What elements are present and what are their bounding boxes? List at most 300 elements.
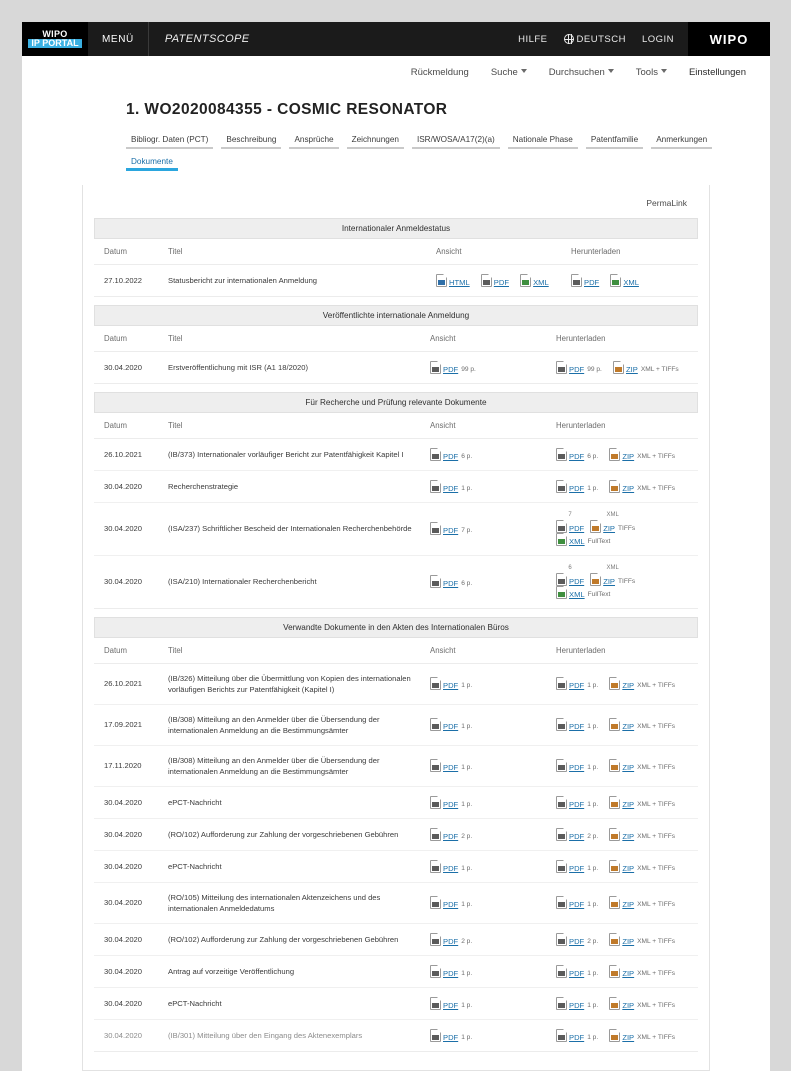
- link-label: PDF: [443, 526, 459, 536]
- file-pdf-icon: [430, 718, 441, 731]
- tab-label: Patentfamilie: [590, 135, 639, 144]
- download-zip-link[interactable]: [609, 718, 675, 731]
- cell-view: [422, 438, 548, 470]
- col-date: Datum: [94, 239, 160, 265]
- link-label: ZIP: [622, 900, 635, 910]
- tab-label: Ansprüche: [294, 135, 334, 144]
- cell-view: [422, 663, 548, 704]
- view-pdf-link[interactable]: [430, 448, 472, 461]
- link-label: PDF: [569, 451, 585, 461]
- cell-title: (IB/308) Mitteilung an den Anmelder über die Übersendung der internationalen Anmeldung an die Bestimmungsämter: [160, 745, 422, 786]
- cell-date: 26.10.2021: [94, 438, 160, 470]
- cell-download: [548, 786, 698, 818]
- download-pdf-link[interactable]: [556, 677, 598, 690]
- link-label: PDF: [569, 968, 585, 978]
- cell-view: [422, 1019, 548, 1051]
- cell-title: (IB/308) Mitteilung an den Anmelder über die Übersendung der internationalen Anmeldung an die Bestimmungsämter: [160, 704, 422, 745]
- link-meta: TIFFs: [618, 524, 636, 532]
- file-zip-icon: [590, 520, 601, 533]
- cell-download: [563, 264, 698, 296]
- section-heading: Internationaler Anmeldestatus: [94, 218, 698, 239]
- tab-label: Dokumente: [131, 157, 173, 166]
- login-link[interactable]: LOGIN: [641, 33, 674, 45]
- link-label: XML: [569, 536, 585, 546]
- table-row: [94, 351, 698, 383]
- table-row: [94, 264, 698, 296]
- link-label: PDF: [569, 523, 585, 533]
- cell-view: [422, 955, 548, 987]
- file-pdf-icon: [430, 677, 441, 690]
- cell-view: [422, 987, 548, 1019]
- topbar-spacer: [266, 22, 519, 56]
- link-meta: 1 p.: [461, 864, 473, 872]
- link-label: ZIP: [622, 831, 635, 841]
- tab-drawings[interactable]: [343, 131, 408, 153]
- cell-title: (ISA/210) Internationaler Recherchenbericht: [160, 555, 422, 608]
- nav-item-settings[interactable]: [689, 67, 746, 78]
- cell-title: (RO/105) Mitteilung des internationalen Aktenzeichens und des internationalen Anmeldedatums: [160, 882, 422, 923]
- col-download: Herunterladen: [548, 638, 698, 664]
- file-pdf-icon: [556, 759, 567, 772]
- cell-title: (RO/102) Aufforderung zur Zahlung der vorgeschriebenen Gebühren: [160, 818, 422, 850]
- section-search-examination-documents: [94, 392, 698, 609]
- download-zip-link[interactable]: [609, 933, 675, 946]
- link-label: XML: [623, 277, 639, 287]
- download-zip-link[interactable]: [609, 896, 675, 909]
- section-heading: Für Recherche und Prüfung relevante Dokumente: [94, 392, 698, 413]
- link-meta: 1 p.: [461, 723, 473, 731]
- cell-download: [548, 745, 698, 786]
- table-row: [94, 786, 698, 818]
- file-pdf-icon: [430, 796, 441, 809]
- nav-item-feedback[interactable]: [411, 67, 469, 78]
- view-pdf-link[interactable]: [430, 896, 472, 909]
- download-pdf-link[interactable]: [556, 860, 598, 873]
- cell-date: 30.04.2020: [94, 555, 160, 608]
- cell-view: [422, 882, 548, 923]
- tab-label: Beschreibung: [226, 135, 277, 144]
- download-zip-link[interactable]: [609, 1029, 675, 1042]
- link-label: PDF: [443, 579, 459, 589]
- link-label: ZIP: [622, 681, 635, 691]
- download-zip-link[interactable]: [609, 480, 675, 493]
- view-html-link[interactable]: [436, 274, 470, 287]
- table-row: [94, 502, 698, 555]
- link-label: ZIP: [622, 722, 635, 732]
- table-row: [94, 470, 698, 502]
- file-pdf-icon: [430, 522, 441, 535]
- view-pdf-link[interactable]: [430, 860, 472, 873]
- cell-download: [548, 987, 698, 1019]
- file-pdf-icon: [571, 274, 582, 287]
- link-label: ZIP: [622, 799, 635, 809]
- file-html-icon: [436, 274, 447, 287]
- cell-title: Statusbericht zur internationalen Anmeldung: [160, 264, 428, 296]
- table-header-row: [94, 638, 698, 664]
- link-meta: XML + TIFFs: [637, 452, 676, 460]
- cell-date: 26.10.2021: [94, 663, 160, 704]
- tab-claims[interactable]: [285, 131, 342, 153]
- link-label: PDF: [569, 722, 585, 732]
- link-meta: 1 p.: [587, 723, 599, 731]
- table-row: [94, 882, 698, 923]
- link-label: PDF: [569, 364, 585, 374]
- nav-label-feedback: Rückmeldung: [410, 67, 469, 78]
- link-label: ZIP: [622, 1032, 635, 1042]
- nav-label-search: Suche: [490, 67, 518, 78]
- download-zip-link[interactable]: [609, 759, 675, 772]
- download-pdf-link[interactable]: [556, 448, 598, 461]
- link-meta: FullText: [587, 590, 611, 598]
- file-pdf-icon: [430, 933, 441, 946]
- link-label: ZIP: [625, 364, 638, 374]
- cell-title: ePCT-Nachricht: [160, 786, 422, 818]
- link-label: PDF: [569, 831, 585, 841]
- download-zip-link[interactable]: [609, 860, 675, 873]
- file-xml-icon: [610, 274, 621, 287]
- nav-label-browse: Durchsuchen: [548, 67, 605, 78]
- tab-label: Bibliogr. Daten (PCT): [131, 135, 209, 144]
- tab-description[interactable]: [217, 131, 285, 153]
- link-meta: 1 p.: [587, 682, 599, 690]
- link-meta: 1 p.: [587, 864, 599, 872]
- file-zip-icon: [609, 860, 620, 873]
- cell-download: [548, 704, 698, 745]
- file-pdf-icon: [430, 965, 441, 978]
- cell-date: 30.04.2020: [94, 1019, 160, 1051]
- document-sheet: [22, 22, 770, 1071]
- link-meta: XML + TIFFs: [637, 864, 676, 872]
- download-pdf-link[interactable]: [556, 965, 598, 978]
- download-zip-link[interactable]: [609, 796, 675, 809]
- link-meta: 1 p.: [461, 764, 473, 772]
- cell-date: 30.04.2020: [94, 850, 160, 882]
- section-related-documents-ib: [94, 617, 698, 1052]
- link-meta: XML + TIFFs: [637, 484, 676, 492]
- file-pdf-icon: [430, 896, 441, 909]
- tab-patent-family[interactable]: [582, 131, 647, 153]
- cell-download: [548, 850, 698, 882]
- permalink-row: [83, 185, 709, 218]
- nav-label-tools: Tools: [635, 67, 658, 78]
- tab-bibliographic-data[interactable]: [122, 131, 217, 153]
- link-label: PDF: [443, 936, 459, 946]
- cell-title: (IB/326) Mitteilung über die Übermittlung von Kopien des internationalen vorläufigen Berichts zur Patentfähigkeit (Kapitel I): [160, 663, 422, 704]
- download-zip-link[interactable]: [609, 965, 675, 978]
- link-label: PDF: [584, 277, 600, 287]
- tab-documents[interactable]: [122, 153, 182, 175]
- link-label: PDF: [443, 900, 459, 910]
- view-pdf-link[interactable]: [430, 796, 472, 809]
- file-pdf-icon: [430, 997, 441, 1010]
- download-pdf-link[interactable]: [556, 828, 598, 841]
- view-pdf-link[interactable]: [430, 997, 472, 1010]
- link-meta: XML + TIFFs: [637, 1033, 676, 1041]
- file-zip-icon: [613, 361, 624, 374]
- nav-item-tools[interactable]: [636, 67, 667, 78]
- download-pdf-link[interactable]: [571, 274, 599, 287]
- link-label: HTML: [449, 277, 470, 287]
- logo-line-2: IP PORTAL: [28, 39, 81, 48]
- col-download: Herunterladen: [548, 413, 698, 439]
- link-label: PDF: [443, 763, 459, 773]
- documents-table: [94, 638, 698, 1052]
- download-xml-fulltext-link[interactable]: [556, 533, 610, 546]
- cell-date: 30.04.2020: [94, 818, 160, 850]
- wipo-logo-right[interactable]: WIPO: [688, 22, 770, 56]
- wipo-ip-portal-logo[interactable]: [22, 22, 88, 56]
- file-pdf-icon: [556, 896, 567, 909]
- page-title: 1. WO2020084355 - COSMIC RESONATOR: [126, 101, 448, 118]
- link-label: PDF: [443, 1000, 459, 1010]
- link-meta: 1 p.: [587, 1001, 599, 1009]
- link-meta: 1 p.: [461, 969, 473, 977]
- link-meta: XML + TIFFs: [637, 682, 676, 690]
- file-pdf-icon: [556, 997, 567, 1010]
- download-pdf-link[interactable]: [556, 759, 598, 772]
- file-pdf-icon: [556, 573, 567, 586]
- link-meta: 1 p.: [587, 901, 599, 909]
- download-pdf-link[interactable]: [556, 480, 598, 493]
- link-label: PDF: [493, 277, 509, 287]
- view-pdf-link[interactable]: [430, 933, 472, 946]
- link-meta: XML + TIFFs: [637, 832, 676, 840]
- download-pdf-link[interactable]: [556, 933, 598, 946]
- tab-label: Nationale Phase: [512, 135, 573, 144]
- download-pdf-link[interactable]: [556, 997, 598, 1010]
- link-cap: XML: [606, 564, 619, 571]
- link-meta: 1 p.: [461, 682, 473, 690]
- tab-label: Zeichnungen: [351, 135, 399, 144]
- link-meta: 6 p.: [461, 452, 473, 460]
- tab-label: Anmerkungen: [656, 135, 708, 144]
- download-zip-link[interactable]: [590, 512, 635, 533]
- help-link[interactable]: HILFE: [518, 33, 548, 45]
- cell-download: [548, 818, 698, 850]
- cell-date: 30.04.2020: [94, 923, 160, 955]
- col-view: Ansicht: [422, 326, 548, 352]
- nav-label-settings: Einstellungen: [688, 67, 746, 78]
- link-label: PDF: [569, 1000, 585, 1010]
- link-label: PDF: [569, 900, 585, 910]
- cell-title: (ISA/237) Schriftlicher Bescheid der Internationalen Recherchenbehörde: [160, 502, 422, 555]
- cell-date: 30.04.2020: [94, 351, 160, 383]
- file-zip-icon: [609, 448, 620, 461]
- cell-view: [422, 502, 548, 555]
- cell-date: 17.09.2021: [94, 704, 160, 745]
- table-row: [94, 923, 698, 955]
- table-row: [94, 438, 698, 470]
- tab-isr-wosa[interactable]: [408, 131, 504, 153]
- cell-date: 30.04.2020: [94, 955, 160, 987]
- link-meta: XML + TIFFs: [637, 723, 676, 731]
- col-title: Titel: [160, 638, 422, 664]
- file-pdf-icon: [556, 520, 567, 533]
- download-pdf-link[interactable]: [556, 718, 598, 731]
- download-xml-fulltext-link[interactable]: [556, 586, 610, 599]
- language-label: DEUTSCH: [576, 33, 626, 45]
- cell-title: ePCT-Nachricht: [160, 850, 422, 882]
- permalink-link[interactable]: PermaLink: [646, 198, 687, 208]
- file-zip-icon: [609, 828, 620, 841]
- cell-download: [548, 1019, 698, 1051]
- file-pdf-icon: [430, 828, 441, 841]
- view-pdf-link[interactable]: [430, 575, 472, 588]
- file-pdf-icon: [556, 361, 567, 374]
- col-view: Ansicht: [422, 413, 548, 439]
- cell-date: 30.04.2020: [94, 987, 160, 1019]
- link-meta: XML + TIFFs: [637, 901, 676, 909]
- cell-view: [422, 818, 548, 850]
- cell-download: [548, 438, 698, 470]
- nav-item-browse[interactable]: [549, 67, 614, 78]
- cell-download: [548, 663, 698, 704]
- section-heading: Verwandte Dokumente in den Akten des Internationalen Büros: [94, 617, 698, 638]
- download-pdf-link[interactable]: [556, 796, 598, 809]
- link-label: ZIP: [622, 863, 635, 873]
- link-label: PDF: [569, 763, 585, 773]
- chevron-down-icon: [661, 69, 667, 73]
- link-meta: XML + TIFFs: [637, 937, 676, 945]
- col-date: Datum: [94, 413, 160, 439]
- link-label: PDF: [569, 576, 585, 586]
- cell-download: [548, 351, 698, 383]
- table-row: [94, 955, 698, 987]
- cell-view: [422, 704, 548, 745]
- view-pdf-link[interactable]: [481, 274, 509, 287]
- download-zip-link[interactable]: [609, 677, 675, 690]
- cell-title: ePCT-Nachricht: [160, 987, 422, 1019]
- cell-view: [428, 264, 563, 296]
- cell-view: [422, 470, 548, 502]
- link-label: XML: [569, 589, 585, 599]
- file-pdf-icon: [430, 361, 441, 374]
- file-pdf-icon: [556, 448, 567, 461]
- link-meta: 1 p.: [587, 800, 599, 808]
- cell-title: Recherchenstrategie: [160, 470, 422, 502]
- link-meta: 99 p.: [461, 365, 476, 373]
- view-pdf-link[interactable]: [430, 718, 472, 731]
- tab-notes[interactable]: [647, 131, 716, 153]
- file-pdf-icon: [556, 965, 567, 978]
- download-pdf-link[interactable]: [556, 1029, 598, 1042]
- cell-view: [422, 745, 548, 786]
- link-meta: 2 p.: [587, 832, 599, 840]
- link-label: PDF: [569, 799, 585, 809]
- link-label: PDF: [443, 831, 459, 841]
- download-pdf-link[interactable]: [556, 512, 584, 533]
- table-header-row: [94, 326, 698, 352]
- file-xml-icon: [556, 533, 567, 546]
- download-zip-link[interactable]: [609, 828, 675, 841]
- link-meta: 1 p.: [587, 764, 599, 772]
- cell-date: 30.04.2020: [94, 786, 160, 818]
- link-meta: XML + TIFFs: [637, 1001, 676, 1009]
- link-meta: TIFFs: [618, 577, 636, 585]
- tabs-second-row: [122, 153, 770, 175]
- link-cap: XML: [606, 511, 619, 518]
- view-pdf-link[interactable]: [430, 522, 472, 535]
- view-xml-link[interactable]: [520, 274, 549, 287]
- link-label: PDF: [443, 1032, 459, 1042]
- download-zip-link[interactable]: [609, 997, 675, 1010]
- download-group: [556, 565, 690, 599]
- table-row: [94, 987, 698, 1019]
- link-meta: XML + TIFFs: [637, 764, 676, 772]
- link-label: PDF: [443, 681, 459, 691]
- nav-item-search[interactable]: [491, 67, 527, 78]
- cell-download: [548, 470, 698, 502]
- col-download: Herunterladen: [563, 239, 698, 265]
- link-meta: 1 p.: [461, 484, 473, 492]
- file-zip-icon: [609, 997, 620, 1010]
- link-label: XML: [533, 277, 549, 287]
- view-pdf-link[interactable]: [430, 828, 472, 841]
- link-label: PDF: [443, 722, 459, 732]
- file-pdf-icon: [430, 860, 441, 873]
- tab-label: ISR/WOSA/A17(2)(a): [416, 135, 495, 144]
- link-label: PDF: [443, 863, 459, 873]
- link-meta: XML + TIFFs: [637, 800, 676, 808]
- cell-view: [422, 555, 548, 608]
- col-title: Titel: [160, 413, 422, 439]
- download-zip-link[interactable]: [590, 565, 635, 586]
- menu-button[interactable]: MENÜ: [88, 22, 149, 56]
- view-pdf-link[interactable]: [430, 759, 472, 772]
- file-zip-icon: [609, 677, 620, 690]
- view-pdf-link[interactable]: [430, 965, 472, 978]
- col-title: Titel: [160, 239, 428, 265]
- download-pdf-link[interactable]: [556, 361, 602, 374]
- col-download: Herunterladen: [548, 326, 698, 352]
- download-pdf-link[interactable]: [556, 896, 598, 909]
- view-pdf-link[interactable]: [430, 361, 476, 374]
- logo-line-1: WIPO: [42, 28, 68, 39]
- download-zip-link[interactable]: [609, 448, 675, 461]
- link-meta: 1 p.: [461, 901, 473, 909]
- cell-title: (IB/373) Internationaler vorläufiger Bericht zur Patentfähigkeit Kapitel I: [160, 438, 422, 470]
- file-zip-icon: [609, 933, 620, 946]
- tab-national-phase[interactable]: [504, 131, 582, 153]
- cell-download: [548, 882, 698, 923]
- topbar-links: [518, 22, 688, 56]
- table-row: [94, 1019, 698, 1051]
- link-meta: FullText: [587, 537, 611, 545]
- file-pdf-icon: [430, 575, 441, 588]
- link-label: PDF: [443, 451, 459, 461]
- cell-title: Antrag auf vorzeitige Veröffentlichung: [160, 955, 422, 987]
- documents-table: [94, 239, 698, 297]
- language-selector[interactable]: [564, 34, 626, 45]
- download-pdf-link[interactable]: [556, 565, 584, 586]
- link-meta: 6 p.: [587, 452, 599, 460]
- cell-date: 30.04.2020: [94, 882, 160, 923]
- section-published-international-application: [94, 305, 698, 384]
- link-meta: XML + TIFFs: [637, 969, 676, 977]
- download-xml-link[interactable]: [610, 274, 639, 287]
- view-pdf-link[interactable]: [430, 480, 472, 493]
- file-pdf-icon: [556, 1029, 567, 1042]
- col-view: Ansicht: [428, 239, 563, 265]
- cell-date: 27.10.2022: [94, 264, 160, 296]
- view-pdf-link[interactable]: [430, 677, 472, 690]
- view-pdf-link[interactable]: [430, 1029, 472, 1042]
- link-cap: 6: [568, 564, 572, 571]
- download-zip-link[interactable]: [613, 361, 679, 374]
- file-pdf-icon: [481, 274, 492, 287]
- patentscope-brand[interactable]: PATENTSCOPE: [164, 33, 250, 45]
- cell-download: [548, 502, 698, 555]
